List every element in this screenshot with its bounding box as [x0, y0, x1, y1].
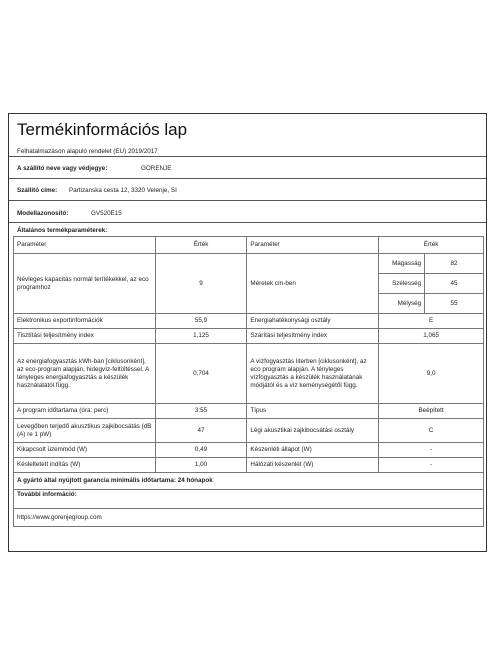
program-duration-label: A program időtartama (óra: perc): [14, 404, 156, 419]
water-consumption-value: 9,0: [379, 344, 484, 404]
more-info-label: További információ:: [14, 490, 484, 509]
general-parameters-label: Általános termékparaméterek:: [17, 227, 108, 234]
width-value: 45: [425, 274, 484, 294]
website-link[interactable]: https://www.gorenjegroup.com: [14, 509, 484, 527]
delay-start-label: Késleltetett indítás (W): [14, 458, 156, 473]
noise-class-label: Légi akusztikai zajkibocsátási osztály: [247, 419, 379, 443]
model-label: Modellazonosító:: [17, 210, 69, 217]
eei-label: Elektronikus exportinformációk: [14, 314, 156, 329]
table-header-row: [14, 237, 484, 254]
cleaning-label: Tisztítási teljesítmény index: [14, 329, 156, 344]
regulation-text: Felhatalmazáson alapuló rendelet (EU) 2019/2017: [17, 148, 158, 155]
width-label: Szélesség: [379, 274, 425, 294]
networked-standby-label: Hálózati készenlét (W): [247, 458, 379, 473]
energy-class-value: E: [379, 314, 484, 329]
table-row: [14, 329, 484, 344]
type-value: Beépített: [379, 404, 484, 419]
energy-consumption-label: Az energiafogyasztás kWh-ban [ciklusonként], az eco-program alapján, hidegvíz-feltöltéssel. A tényleges energiafogyasztás a készülék használatától függ.: [14, 344, 156, 404]
page-title: Termékinformációs lap: [17, 120, 188, 139]
delay-start-value: 1,00: [155, 458, 247, 473]
parameters-table: [13, 236, 484, 527]
off-mode-label: Kikapcsolt üzemmód (W): [14, 443, 156, 458]
table-row: [14, 404, 484, 419]
table-row: [14, 458, 484, 473]
supplier-row: [9, 157, 486, 179]
model-value: GV520E15: [91, 210, 122, 217]
address-value: Partizanska cesta 12, 3320 Velenje, SI: [69, 187, 177, 194]
header-section: [9, 114, 486, 157]
networked-standby-value: -: [379, 458, 484, 473]
supplier-value: GORENJE: [141, 165, 172, 172]
capacity-value: 9: [155, 254, 247, 314]
height-value: 82: [425, 254, 484, 274]
water-consumption-label: A vízfogyasztás literben [ciklusonként], az eco program alapján. A tényleges vízfogyasztás a készülék használatának módjától és a víz keménységétől függ.: [247, 344, 379, 404]
header-value-2: Érték: [379, 237, 484, 254]
standby-value: -: [379, 443, 484, 458]
noise-label: Levegőben terjedő akusztikus zajkibocsátás (dB (A) re 1 pW): [14, 419, 156, 443]
table-row: [14, 254, 484, 274]
drying-label: Szárítási teljesítmény index: [247, 329, 379, 344]
drying-value: 1,065: [379, 329, 484, 344]
height-label: Magasság: [379, 254, 425, 274]
table-row: [14, 419, 484, 443]
type-label: Típus: [247, 404, 379, 419]
product-information-sheet: [8, 113, 487, 552]
address-row: [9, 179, 486, 201]
depth-value: 55: [425, 294, 484, 314]
header-parameter: Paraméter: [14, 237, 156, 254]
supplier-label: A szállító neve vagy védjegye:: [17, 165, 108, 172]
standby-label: Készenléti állapot (W): [247, 443, 379, 458]
dimensions-label: Méretek cm-ben: [247, 254, 379, 314]
cleaning-value: 1,125: [155, 329, 247, 344]
energy-consumption-value: 0,704: [155, 344, 247, 404]
noise-value: 47: [155, 419, 247, 443]
header-parameter-2: Paraméter: [247, 237, 379, 254]
noise-class-value: C: [379, 419, 484, 443]
model-row: [9, 201, 486, 223]
table-row: [14, 490, 484, 509]
warranty-text: A gyártó által nyújtott garancia minimális időtartama: 24 hónapok: [14, 473, 484, 490]
energy-class-label: Energiahatékonysági osztály: [247, 314, 379, 329]
address-label: Szállító címe:: [17, 187, 58, 194]
table-row: [14, 443, 484, 458]
off-mode-value: 0,49: [155, 443, 247, 458]
eei-value: 55,9: [155, 314, 247, 329]
header-value: Érték: [155, 237, 247, 254]
table-row: [14, 344, 484, 404]
table-row: [14, 509, 484, 527]
depth-label: Mélység: [379, 294, 425, 314]
table-row: [14, 314, 484, 329]
capacity-label: Névleges kapacitás normál terítékekkel, az eco programhoz: [14, 254, 156, 314]
program-duration-value: 3:55: [155, 404, 247, 419]
table-row: [14, 473, 484, 490]
